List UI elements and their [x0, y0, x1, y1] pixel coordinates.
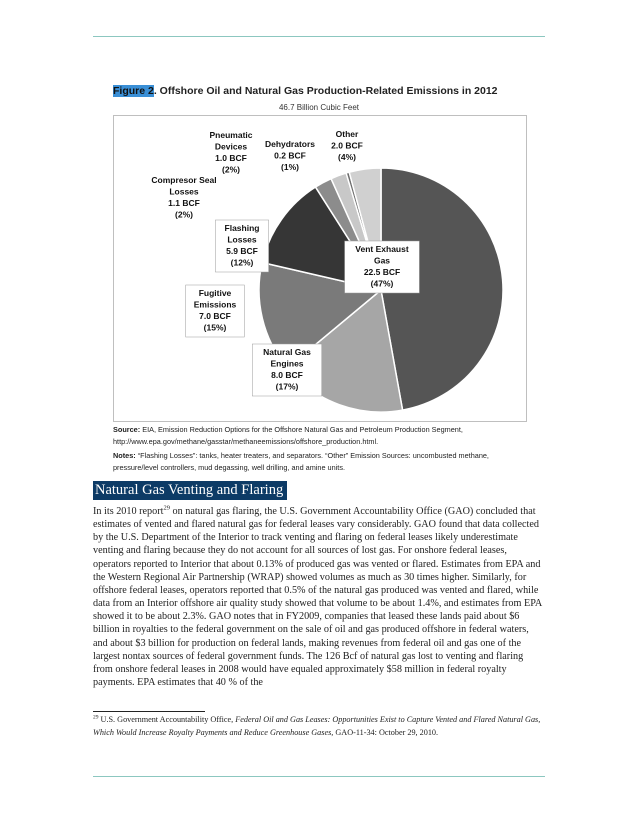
para-rest: on natural gas flaring, the U.S. Government Accountability Office (GAO) concluded that estimates of vented and flared natural gas for federal leases vary considerably. GAO found that data collected by the U.S. Department of the Interior to track venting and flaring on federal leases likely underestimate venting and flaring because they do not account for all sources of lost gas. For onshore federal leases, operators reported to Interior that about 0.13% of produced gas was vented or flared. Estimates from EPA and the Western Regional Air Partnership (WRAP) showed volumes as much as 30 times higher. Similarly, for offshore federal leases, operators reported that 0.5% of the natural gas produced was vented and flared, while data from an Interior offshore air quality study showed that volume to be about 1.4%, and estimates from EPA showed it to be about 2.3%. GAO notes that in FY2009, companies that leased these lands paid about $6 billion in royalties to the federal government on the sale of oil and gas produced offshore in federal waters, and about $3 billion for production on federal lands, making revenues from federal oil and gas one of the largest nontax sources of federal government funds. The 126 Bcf of natural gas lost to venting and flaring from onshore federal leases in 2008 would have equaled approximately $58 million in federal royalty payments. EPA estimates that 40 % of the [93, 506, 542, 689]
pie-label-vent-exhaust-gas [345, 241, 420, 293]
figure-notes [113, 424, 528, 476]
pie-label-line: Other [335, 129, 359, 139]
footnote-number: 29 [93, 714, 99, 721]
pie-label-compresor-seal-losses [151, 175, 216, 220]
pie-label-line: Emissions [193, 299, 237, 310]
footnote-lead: U.S. Government Accountability Office, [98, 715, 236, 724]
pie-label-line: Dehydrators [264, 139, 316, 149]
pie-label-line: (2%) [222, 164, 240, 175]
pie-label-line: Gas [373, 255, 391, 266]
pie-label-pneumatic-devices [210, 130, 253, 175]
figure-label: Figure 2 [113, 85, 154, 97]
pie-label-line: (17%) [275, 381, 299, 392]
pie-label-line: 22.5 BCF [363, 267, 401, 277]
pie-label-line: 8.0 BCF [271, 370, 303, 380]
body-paragraph [93, 505, 545, 689]
pie-label-line: (1%) [281, 162, 299, 172]
source-label: Source: [113, 425, 141, 434]
pie-label-natural-gas-engines [252, 344, 321, 396]
pie-label-line: 5.9 BCF [226, 246, 258, 256]
footnote-title: Federal Oil and Gas Leases: Opportunities Exist to Capture Vented and Flared Natural Gas, Which Would Increase Royalty Payments and Reduce Greenhouse Gases, [93, 715, 541, 737]
source-text: EIA, Emission Reduction Options for the Offshore Natural Gas and Petroleum Production Segment, http://www.epa.gov/methane/gasstar/methaneemissions/offshore_production.html. [113, 425, 463, 446]
notes-text: “Flashing Losses”: tanks, heater treaters, and separators. “Other” Emission Sources: uncombusted methane, pressure/level controllers, mud degassing, well drilling, and amine units. [113, 451, 489, 472]
pie-label-line: Pneumatic [209, 130, 253, 140]
pie-label-line: Flashing [224, 223, 260, 233]
pie-label-line: (4%) [338, 152, 356, 162]
footer-rule [93, 776, 545, 777]
section-heading: Natural Gas Venting and Flaring [93, 481, 287, 500]
notes-label: Notes: [113, 451, 136, 460]
pie-label-line: Vent Exhaust [355, 244, 409, 254]
figure-title-text: . Offshore Oil and Natural Gas Production-Related Emissions in 2012 [153, 85, 498, 97]
pie-label-line: Compresor Seal [151, 175, 217, 185]
pie-label-line: (12%) [230, 257, 254, 268]
pie-label-line: Devices [214, 141, 248, 152]
pie-label-flashing-losses [215, 220, 268, 272]
figure-subtitle: 46.7 Billion Cubic Feet [278, 103, 360, 112]
pie-label-line: Fugitive [198, 288, 232, 298]
pie-label-line: 1.0 BCF [215, 153, 247, 163]
pie-label-other [331, 129, 363, 162]
footnote-ref[interactable]: 29 [163, 504, 170, 512]
footnote-divider [93, 711, 205, 712]
pie-label-line: Natural Gas [263, 347, 311, 357]
pie-label-line: Engines [270, 358, 304, 369]
pie-label-fugitive-emissions [186, 285, 245, 337]
notes-note [113, 450, 528, 473]
pie-label-line: 7.0 BCF [199, 311, 231, 321]
header-rule [93, 36, 545, 37]
source-note [113, 424, 528, 447]
pie-label-line: 0.2 BCF [274, 150, 306, 161]
pie-label-line: Losses [227, 234, 257, 245]
pie-label-line: (2%) [175, 209, 193, 220]
figure-title [113, 85, 533, 97]
pie-label-line: (15%) [203, 322, 227, 333]
pie-label-line: Losses [169, 186, 199, 197]
footnote-tail: GAO-11-34: October 29, 2010. [333, 727, 439, 737]
pie-chart-frame [113, 115, 527, 422]
para-start: In its 2010 report [93, 506, 164, 517]
pie-label-line: (47%) [370, 278, 394, 289]
footnote [93, 714, 545, 739]
pie-label-dehydrators [265, 139, 315, 172]
pie-chart [114, 116, 526, 421]
pie-label-line: 2.0 BCF [331, 140, 363, 151]
pie-label-line: 1.1 BCF [168, 198, 200, 208]
